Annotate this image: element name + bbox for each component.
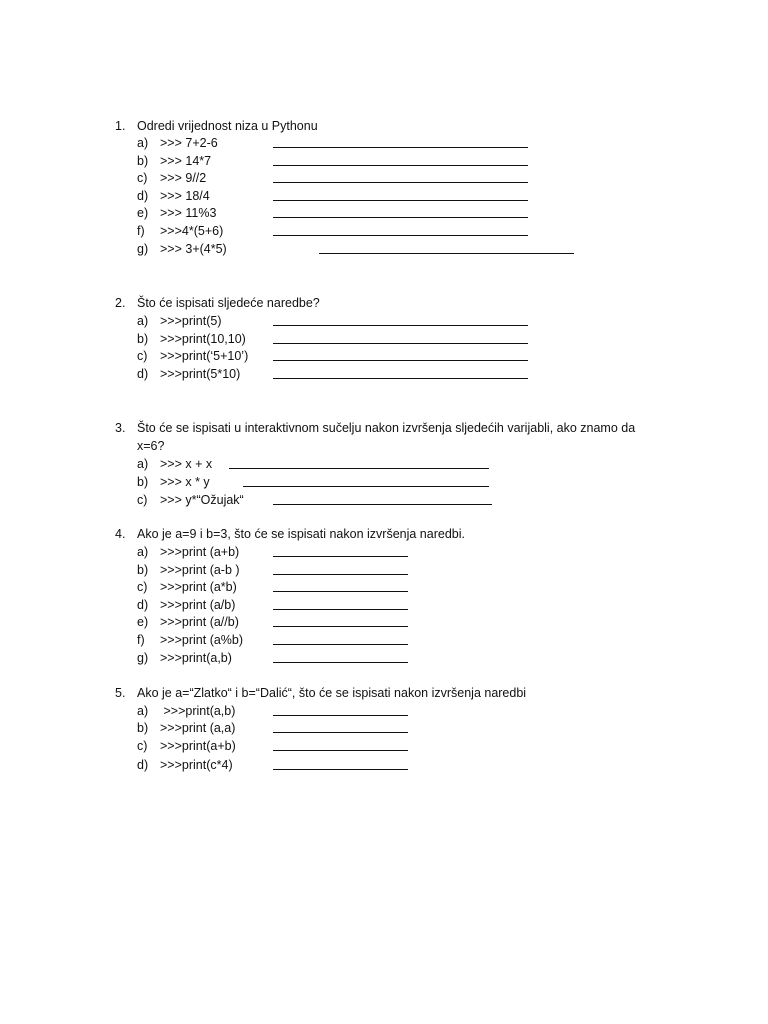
answer-blank[interactable] xyxy=(273,366,528,379)
item-expression: >>>print(c*4) xyxy=(160,758,233,772)
item-expression: >>>print (a%b) xyxy=(160,633,244,647)
answer-blank[interactable] xyxy=(229,456,489,469)
answer-blank[interactable] xyxy=(273,348,528,361)
item-expression: >>>print (a/b) xyxy=(160,598,236,612)
item-letter: d) xyxy=(137,598,149,612)
item-expression: >>>print(‘5+10’) xyxy=(160,349,249,363)
item-expression: >>> 11%3 xyxy=(160,206,217,220)
question-number: 3. xyxy=(115,421,126,435)
item-expression: >>>4*(5+6) xyxy=(160,224,224,238)
answer-blank[interactable] xyxy=(273,205,528,218)
item-letter: b) xyxy=(137,475,149,489)
answer-blank[interactable] xyxy=(273,757,408,770)
item-letter: b) xyxy=(137,154,149,168)
item-letter: a) xyxy=(137,314,149,328)
item-expression: >>> 18/4 xyxy=(160,189,210,203)
question-text: Odredi vrijednost niza u Pythonu xyxy=(137,119,318,133)
item-letter: d) xyxy=(137,189,149,203)
item-letter: b) xyxy=(137,721,149,735)
item-letter: c) xyxy=(137,580,148,594)
item-letter: d) xyxy=(137,367,149,381)
item-letter: f) xyxy=(137,633,145,647)
answer-blank[interactable] xyxy=(273,650,408,663)
question-text: Što će ispisati sljedeće naredbe? xyxy=(137,296,320,310)
answer-blank[interactable] xyxy=(273,223,528,236)
item-letter: a) xyxy=(137,136,149,150)
answer-blank[interactable] xyxy=(273,492,492,505)
item-expression: >>>print(5) xyxy=(160,314,222,328)
question-text: Ako je a=“Zlatko“ i b=“Dalić“, što će se ispisati nakon izvršenja naredbi xyxy=(137,686,527,700)
item-letter: b) xyxy=(137,332,149,346)
answer-blank[interactable] xyxy=(273,738,408,751)
item-expression: >>>print(5*10) xyxy=(160,367,241,381)
answer-blank[interactable] xyxy=(273,597,408,610)
question-text: Što će se ispisati u interaktivnom sučelju nakon izvršenja sljedećih varijabli, ako znamo da xyxy=(137,421,636,435)
item-letter: c) xyxy=(137,349,148,363)
question-number: 5. xyxy=(115,686,126,700)
item-letter: f) xyxy=(137,224,145,238)
item-expression: >>>print(a+b) xyxy=(160,739,236,753)
item-expression: >>>print (a//b) xyxy=(160,615,239,629)
answer-blank[interactable] xyxy=(273,135,528,148)
question-number: 4. xyxy=(115,527,126,541)
item-expression: >>>print(a,b) xyxy=(160,704,236,718)
item-expression: >>> x + x xyxy=(160,457,213,471)
answer-blank[interactable] xyxy=(273,720,408,733)
item-letter: g) xyxy=(137,242,149,256)
item-expression: >>>print (a-b ) xyxy=(160,563,240,577)
answer-blank[interactable] xyxy=(273,703,408,716)
item-letter: g) xyxy=(137,651,149,665)
item-letter: b) xyxy=(137,563,149,577)
item-expression: >>>print(10,10) xyxy=(160,332,246,346)
item-expression: >>>print (a*b) xyxy=(160,580,237,594)
answer-blank[interactable] xyxy=(273,313,528,326)
answer-blank[interactable] xyxy=(273,579,408,592)
item-letter: c) xyxy=(137,493,148,507)
item-expression: >>> 14*7 xyxy=(160,154,212,168)
answer-blank[interactable] xyxy=(273,544,408,557)
item-letter: d) xyxy=(137,758,149,772)
item-letter: a) xyxy=(137,704,149,718)
answer-blank[interactable] xyxy=(273,632,408,645)
item-letter: e) xyxy=(137,206,149,220)
item-expression: >>> 9//2 xyxy=(160,171,207,185)
answer-blank[interactable] xyxy=(273,614,408,627)
item-letter: c) xyxy=(137,739,148,753)
answer-blank[interactable] xyxy=(243,474,489,487)
item-expression: >>>print(a,b) xyxy=(160,651,232,665)
item-expression: >>>print (a+b) xyxy=(160,545,240,559)
question-text-continued: x=6? xyxy=(137,439,165,453)
item-expression: >>>print (a,a) xyxy=(160,721,236,735)
item-expression: >>> x * y xyxy=(160,475,210,489)
answer-blank[interactable] xyxy=(319,241,574,254)
question-text: Ako je a=9 i b=3, što će se ispisati nakon izvršenja naredbi. xyxy=(137,527,465,541)
item-letter: a) xyxy=(137,545,149,559)
item-letter: e) xyxy=(137,615,149,629)
item-letter: c) xyxy=(137,171,148,185)
question-number: 1. xyxy=(115,119,126,133)
item-expression: >>> y*“Ožujak“ xyxy=(160,493,244,507)
answer-blank[interactable] xyxy=(273,331,528,344)
answer-blank[interactable] xyxy=(273,562,408,575)
answer-blank[interactable] xyxy=(273,188,528,201)
item-expression: >>> 3+(4*5) xyxy=(160,242,227,256)
item-expression: >>> 7+2-6 xyxy=(160,136,218,150)
question-number: 2. xyxy=(115,296,126,310)
answer-blank[interactable] xyxy=(273,170,528,183)
item-letter: a) xyxy=(137,457,149,471)
answer-blank[interactable] xyxy=(273,153,528,166)
